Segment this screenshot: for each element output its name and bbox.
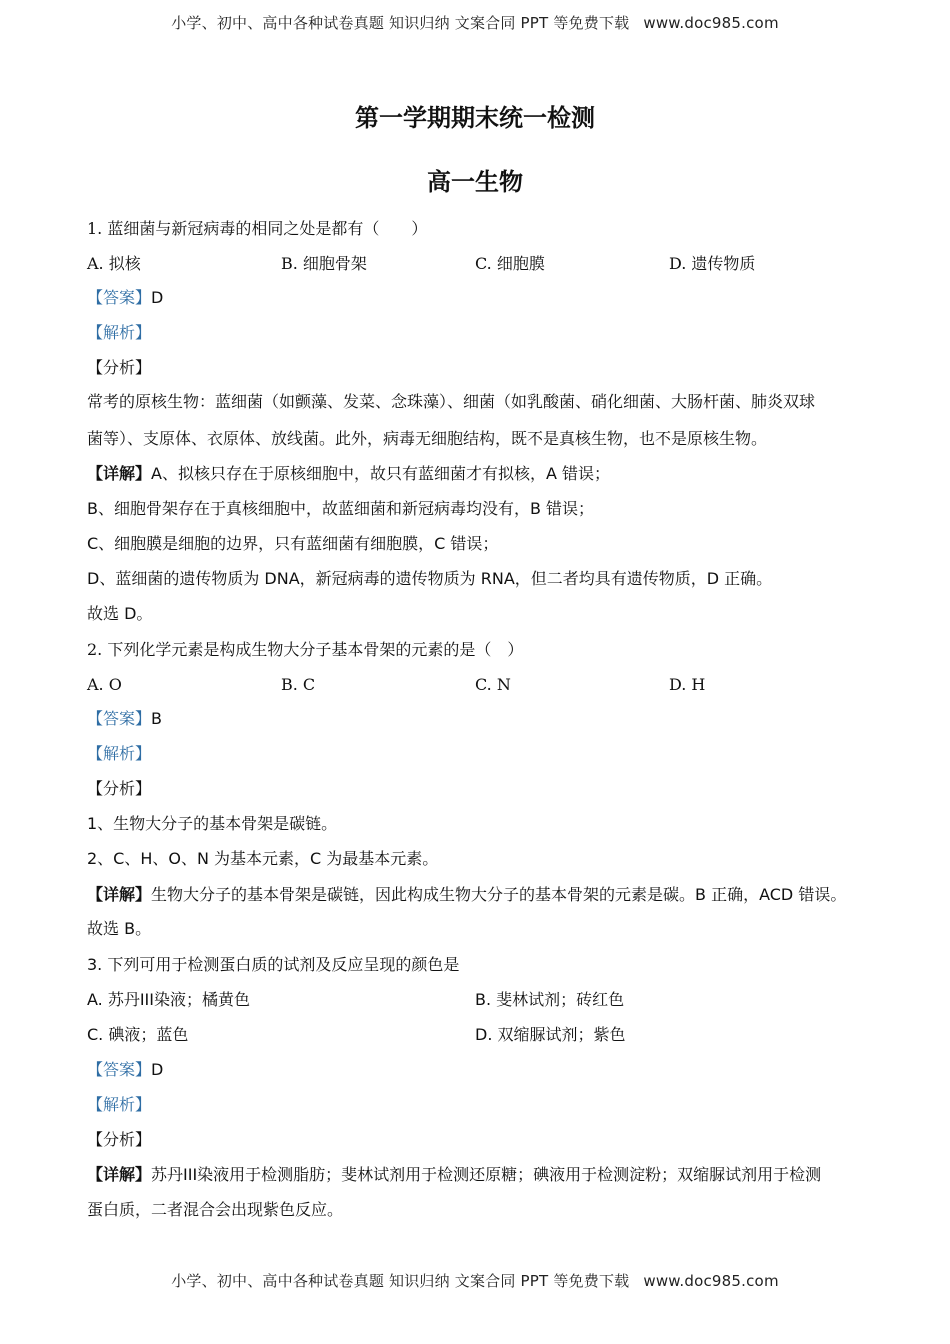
q2-fenxi-label: 【分析】 [87, 779, 152, 798]
document-title: 第一学期期末统一检测 [355, 103, 595, 132]
q3-answer [87, 1059, 877, 1081]
q1-detail-2: B、细胞骨架存在于真核细胞中，故蓝细菌和新冠病毒均没有，B 错误； [87, 499, 595, 518]
page-header [0, 12, 950, 33]
q1-analysis-1: 常考的原核生物：蓝细菌（如颤藻、发菜、念珠藻）、细菌（如乳酸菌、硝化细菌、大肠杆菌、肺炎双球 [87, 392, 816, 411]
detail-text: 苏丹III染液用于检测脂肪；斐林试剂用于检测还原糖；碘液用于检测淀粉；双缩脲试剂用于检测 [151, 1165, 822, 1184]
document-subtitle: 高一生物 [427, 167, 523, 196]
answer-value: B [151, 709, 162, 728]
answer-label: 【答案】 [87, 288, 152, 307]
q2-jiexi-label: 【解析】 [87, 744, 152, 763]
q1-option-a: A. 拟核 [87, 254, 141, 273]
q2-option-d: D. H [669, 675, 706, 694]
q3-fenxi-label: 【分析】 [87, 1130, 152, 1149]
q3-option-a: A. 苏丹III染液；橘黄色 [87, 990, 250, 1009]
detail-label: 【详解】 [87, 885, 152, 904]
q3-detail-1 [87, 1164, 877, 1186]
detail-label: 【详解】 [87, 1165, 152, 1184]
q1-answer [87, 287, 877, 309]
answer-label: 【答案】 [87, 1060, 152, 1079]
q2-conclusion: 故选 B。 [87, 919, 152, 938]
q2-option-c: C. N [475, 675, 511, 694]
q2-question: 2. 下列化学元素是构成生物大分子基本骨架的元素的是（ ） [87, 640, 524, 659]
detail-text: A、拟核只存在于原核细胞中，故只有蓝细菌才有拟核，A 错误； [151, 464, 610, 483]
q2-analysis-2: 2、C、H、O、N 为基本元素，C 为最基本元素。 [87, 849, 439, 868]
q3-option-c: C. 碘液；蓝色 [87, 1025, 189, 1044]
q1-analysis-2: 菌等）、支原体、衣原体、放线菌。此外，病毒无细胞结构，既不是真核生物，也不是原核生物。 [87, 429, 768, 448]
q1-option-d: D. 遗传物质 [669, 254, 756, 273]
q1-detail-4: D、蓝细菌的遗传物质为 DNA，新冠病毒的遗传物质为 RNA，但二者均具有遗传物质，D 正确。 [87, 569, 773, 588]
detail-text: 生物大分子的基本骨架是碳链，因此构成生物大分子的基本骨架的元素是碳。B 正确，ACD 错误。 [151, 885, 847, 904]
q2-detail-1 [87, 884, 877, 906]
q3-option-b: B. 斐林试剂；砖红色 [475, 990, 625, 1009]
q1-jiexi-label: 【解析】 [87, 323, 152, 342]
header-url[interactable]: www.doc985.com [643, 14, 779, 32]
q1-detail-3: C、细胞膜是细胞的边界，只有蓝细菌有细胞膜，C 错误； [87, 534, 499, 553]
q2-answer [87, 708, 877, 730]
q3-detail-2: 蛋白质，二者混合会出现紫色反应。 [87, 1200, 344, 1219]
footer-url[interactable]: www.doc985.com [643, 1272, 779, 1290]
answer-value: D [151, 1060, 164, 1079]
answer-label: 【答案】 [87, 709, 152, 728]
q1-question: 1. 蓝细菌与新冠病毒的相同之处是都有（ ） [87, 219, 428, 238]
q2-analysis-1: 1、生物大分子的基本骨架是碳链。 [87, 814, 338, 833]
footer-text: 小学、初中、高中各种试卷真题 知识归纳 文案合同 PPT 等免费下载 [171, 1272, 630, 1290]
q1-conclusion: 故选 D。 [87, 604, 153, 623]
q3-option-d: D. 双缩脲试剂；紫色 [475, 1025, 626, 1044]
q2-option-a: A. O [87, 675, 122, 694]
header-text: 小学、初中、高中各种试卷真题 知识归纳 文案合同 PPT 等免费下载 [171, 14, 630, 32]
q1-detail-1 [87, 463, 877, 485]
answer-value: D [151, 288, 164, 307]
q1-option-b: B. 细胞骨架 [281, 254, 367, 273]
q3-question: 3. 下列可用于检测蛋白质的试剂及反应呈现的颜色是 [87, 955, 460, 974]
q1-fenxi-label: 【分析】 [87, 358, 152, 377]
detail-label: 【详解】 [87, 464, 152, 483]
q2-option-b: B. C [281, 675, 316, 694]
q3-jiexi-label: 【解析】 [87, 1095, 152, 1114]
q1-option-c: C. 细胞膜 [475, 254, 545, 273]
page-footer [0, 1270, 950, 1291]
